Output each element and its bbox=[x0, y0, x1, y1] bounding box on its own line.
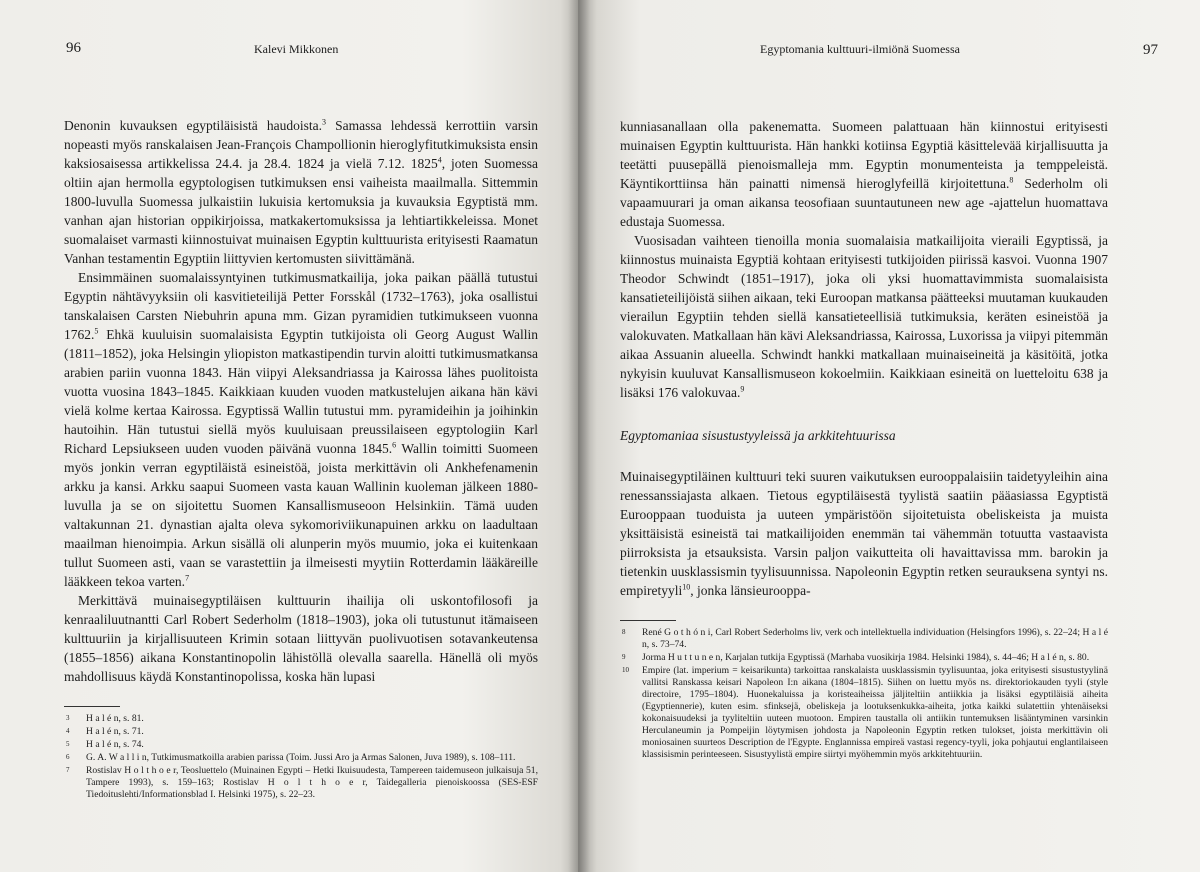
footnote-text: Rostislav H o l t h o e r, Teosluettelo (Muinainen Egypti – Hetki Ikuisuudesta, Tampereen taidemuseon julkaisuja 51, Tampere 1993), s. 159–163; Rostislav H o l t h o e r, Taidegalleria pienoiskoossa (SES-ESF Tiedoituslehti/Informationsblad I. Helsinki 1975), s. 22–23. bbox=[86, 765, 538, 800]
left-page bbox=[0, 0, 578, 872]
footnote-text: Jorma H u t t u n e n, Karjalan tutkija Egyptissä (Marhaba vuosikirja 1984. Helsinki 1984), s. 44–46; H a l é n, s. 80. bbox=[642, 652, 1090, 663]
right-paragraphs-before bbox=[620, 117, 1108, 402]
footnote bbox=[620, 627, 1108, 651]
left-body-text bbox=[64, 116, 538, 686]
text-run: Merkittävä muinaisegyptiläisen kulttuurin ihailija oli uskontofilosofi ja kenraaliluutnantti Carl Robert Sederholm (1818–1903), joka oli tutustunut itämaiseen kulttuuriin ja kirjallisuuteen Krimin sotaan liittyvän puolivuotisen sotavankeutensa (1855–1856) aikana Konstantinopolin lähistöllä olevalla saarella. Hänellä oli myös mahdollisuus käydä Konstantinopolissa, koska hän lupasi bbox=[64, 593, 538, 684]
text-run: Denonin kuvauksen egyptiläisistä haudoista. bbox=[64, 118, 322, 133]
footnote-rule bbox=[620, 620, 676, 621]
paragraph bbox=[620, 117, 1108, 231]
left-page-header bbox=[64, 40, 538, 70]
paragraph bbox=[64, 268, 538, 591]
book-gutter bbox=[568, 0, 590, 872]
running-head-title: Egyptomania kulttuuri-ilmiönä Suomessa bbox=[760, 42, 960, 56]
right-footnotes bbox=[620, 627, 1108, 761]
right-page bbox=[578, 0, 1200, 872]
footnote bbox=[620, 665, 1108, 761]
left-footnotes bbox=[64, 713, 538, 801]
footnote-text: H a l é n, s. 74. bbox=[86, 739, 144, 750]
text-run: kunniasanallaan olla pakenematta. Suomeen palattuaan hän kiinnostui erityisesti muinaisen Egyptin kulttuurista. Hän hankki kotiinsa Egyptiä käsittelevää kirjallisuutta ja teetätti puusepällä pienoismalleja mm. Egyptin monumenteista ja temppeleistä. Käyntikorttiinsa hän painatti nimensä hieroglyfeillä kirjoitettuna. bbox=[620, 119, 1108, 191]
footnote-text: H a l é n, s. 71. bbox=[86, 726, 144, 737]
left-paragraphs bbox=[64, 116, 538, 686]
footnote-number: 10 bbox=[622, 666, 629, 674]
paragraph bbox=[64, 116, 538, 268]
footnote-marker: 8 bbox=[1009, 175, 1014, 185]
footnote-number: 9 bbox=[622, 653, 626, 661]
footnote-number: 6 bbox=[66, 753, 70, 761]
footnote-marker: 3 bbox=[321, 117, 326, 127]
footnote bbox=[620, 652, 1108, 664]
footnote-marker: 9 bbox=[740, 384, 745, 394]
footnote-text: Empire (lat. imperium = keisarikunta) tarkoittaa ranskalaista uusklassismin tyylisuuntaa, joka erityisesti sisustustyylinä vallitsi Ranskassa keisari Napoleon I:n aikana (1804–1815). Siihen on luettu myös ns. direktoriokauden tyyli (style directoire, 1795–1804). Huonekaluissa ja koristeaiheissa jäljiteltiin antiikkia ja lisäksi egyptiläisiä aiheita (Egyptiennerie), kuten esim. sfinksejä, obeliskeja ja lootuksenkukka-aiheita, jotka kaikki sulatettiin yhtenäiseksi kokonaisuudeksi ja tyyliteltiin uuteen muotoon. Empiren taustalla oli antiikin tuntemuksen lisääntyminen varsinkin Herculaneumin ja Pompeijin löytymisen johdosta ja Napoleonin Egyptin retken tulokset, joista merkittävin oli moniosainen suurteos Description de l'Egypte. Englannissa empireä vastasi regency-tyyli, joka pohjautui englantilaiseen klassisismin perinteeseen. Sisustyylistä empire siirtyi myöhemmin myös arkkitehtuuriin. bbox=[642, 665, 1108, 760]
text-run: Ehkä kuuluisin suomalaisista Egyptin tutkijoista oli Georg August Wallin (1811–1852), joka Helsingin yliopiston matkastipendin turvin aloitti tutkimusmatkansa arabien pariin vuonna 1843. Hän viipyi Aleksandriassa ja Kairossa lähes puolitoista vuotta vuosina 1843–1845. Kaikkiaan kuuden vuoden matkustelujen aikana hän kävi vielä kolme kertaa Kairossa. Egyptissä Wallin tutustui mm. pyramideihin ja joihinkin hautoihin. Hän tutustui siellä myös kuuluisaan preussilaiseen egyptologiin Karl Richard Lepsiukseen uuden vuoden päivänä vuonna 1845. bbox=[64, 327, 538, 456]
footnote-number: 8 bbox=[622, 628, 626, 636]
footnote bbox=[64, 713, 538, 725]
paragraph bbox=[64, 591, 538, 686]
text-run: Ensimmäinen suomalaissyntyinen tutkimusmatkailija, joka paikan päällä tutustui Egyptin nähtävyyksiin oli kasvitieteilijä Petter Forsskål (1732–1763), joka osallistui tanskalaisen Carsten Niebuhrin apuna mm. Gizan pyramidien tutkimukseen vuonna 1762. bbox=[64, 270, 538, 342]
running-head-author: Kalevi Mikkonen bbox=[254, 42, 339, 56]
footnote bbox=[64, 752, 538, 764]
text-run: Wallin toimitti Suomeen myös jonkin verran egyptiläistä esineistöä, joista merkittävin oli Ankhefenamenin arkku ja kansi. Arkku saapui Suomeen vasta kauan Wallinin kuoleman jälkeen 1880-luvulla ja se on sijoitettu Suomen Kansallismuseoon Helsinkiin. Tämä uuden valtakunnan 21. dynastian ajalta oleva sykomoriviikunapuinen arkku on laadultaan maailman hienoimpia. Arkun sisällä oli alunperin myös muumio, joka ei kuitenkaan tullut Suomeen asti, vaan se varastettiin ja ilmeisesti myytiin Rotterdamin lääkäreille lääkkeen tekoa varten. bbox=[64, 441, 538, 589]
footnote-text: René G o t h ó n i, Carl Robert Sederholms liv, verk och intellektuella individuation (Helsingfors 1996), s. 22–24; H a l é n, s. 73–74. bbox=[642, 627, 1108, 650]
text-run: Vuosisadan vaihteen tienoilla monia suomalaisia matkailijoita vieraili Egyptissä, ja kiinnostus muinaista Egyptiä kohtaan erityisesti tutkijoiden piirissä kasvoi. Vuonna 1907 Theodor Schwindt (1851–1917), joka oli yksi huomattavimmista suomalaisista kansatieteilijöistä siihen aikaan, teki Euroopan matkansa päätteeksi muutaman kuukauden vierailun Egyptiin tehden siellä kansatieteellisiä tutkimuksia, keräten esineistöä ja valokuvaten. Matkallaan hän kävi Aleksandriassa, Kairossa, Luxorissa ja viipyi pitemmän aikaa Assuanin alueella. Schwindt hankki matkallaan muinaiseineitä ja käsitöitä, jotka nykyisin kuuluvat Kansallismuseon kokoelmiin. Kaikkiaan esineitä on luetteloitu 638 ja lisäksi 176 valokuvaa. bbox=[620, 233, 1108, 400]
right-page-header bbox=[620, 40, 1158, 70]
right-body-text bbox=[620, 117, 1108, 600]
footnote-marker: 10 bbox=[682, 582, 691, 592]
text-run: , jonka länsieurooppa- bbox=[690, 583, 811, 598]
paragraph bbox=[620, 231, 1108, 402]
footnote-number: 5 bbox=[66, 740, 70, 748]
footnote-number: 3 bbox=[66, 714, 70, 722]
footnote-marker: 7 bbox=[185, 573, 190, 583]
footnote bbox=[64, 739, 538, 751]
page-number: 97 bbox=[1143, 42, 1158, 58]
text-run: Samassa lehdessä kerrottiin varsin nopeasti myös ranskalaisen Jean-François Champollionin hieroglyfitutkimuksista ensin kaksiosaisessa artikkelissa 24.4. ja 28.4. 1824 ja vielä 7.12. 1825 bbox=[64, 118, 538, 171]
footnote bbox=[64, 765, 538, 801]
text-run: Sederholm oli vapaamuurari ja oman aikansa teosofiaan suuntautuneen new age -ajattelun huomattava edustaja Suomessa. bbox=[620, 176, 1108, 229]
page-number: 96 bbox=[66, 40, 81, 56]
text-run: , joten Suomessa oltiin ajan hermolla egyptologisen tutkimuksen ensi vaiheista maailmalla. Sittemmin 1800-luvulla Suomessa julkaistiin lukuisia kertomuksia ja kuvauksia Egyptistä mm. vanhan ajan historian oppikirjoissa, matkakertomuksissa ja lehtiartikkeleissa. Monet suomalaiset varmasti kiinnostuivat muinaisen Egyptin kulttuurista erityisesti Raamatun Vanhan testamentin Egyptiin liittyvien kertomusten siivittämänä. bbox=[64, 156, 538, 266]
text-run: Muinaisegyptiläinen kulttuuri teki suuren vaikutuksen eurooppalaisiin taidetyyleihin aina renessanssiajasta alkaen. Tietous egyptiläisestä tyylistä saatiin pääasiassa Egyptistä Eurooppaan tuoduista ja uuteen ympäristöön sijoitetuista obeliskeista ja muista yksittäisistä esineistä tai matkailijoiden enemmän tai vähemmän totuutta vastaavista piirroksista ja etsauksista. Varsin paljon vaikutteita oli havaittavissa mm. barokin ja tietenkin uusklassismin tyylisuunnissa. Napoleonin Egyptin retken seurauksena syntyi ns. empiretyyli bbox=[620, 469, 1108, 598]
right-paragraphs-after bbox=[620, 467, 1108, 600]
footnote-marker: 4 bbox=[437, 155, 442, 165]
footnote-marker: 5 bbox=[94, 326, 99, 336]
footnote-number: 4 bbox=[66, 727, 70, 735]
footnote-text: H a l é n, s. 81. bbox=[86, 713, 144, 724]
footnote-marker: 6 bbox=[392, 440, 397, 450]
footnote-number: 7 bbox=[66, 766, 70, 774]
footnote-text: G. A. W a l l i n, Tutkimusmatkoilla arabien parissa (Toim. Jussi Aro ja Armas Salonen, Juva 1989), s. 108–111. bbox=[86, 752, 516, 763]
footnote-rule bbox=[64, 706, 120, 707]
footnote bbox=[64, 726, 538, 738]
section-heading: Egyptomaniaa sisustustyyleissä ja arkkitehtuurissa bbox=[620, 428, 896, 443]
paragraph bbox=[620, 467, 1108, 600]
